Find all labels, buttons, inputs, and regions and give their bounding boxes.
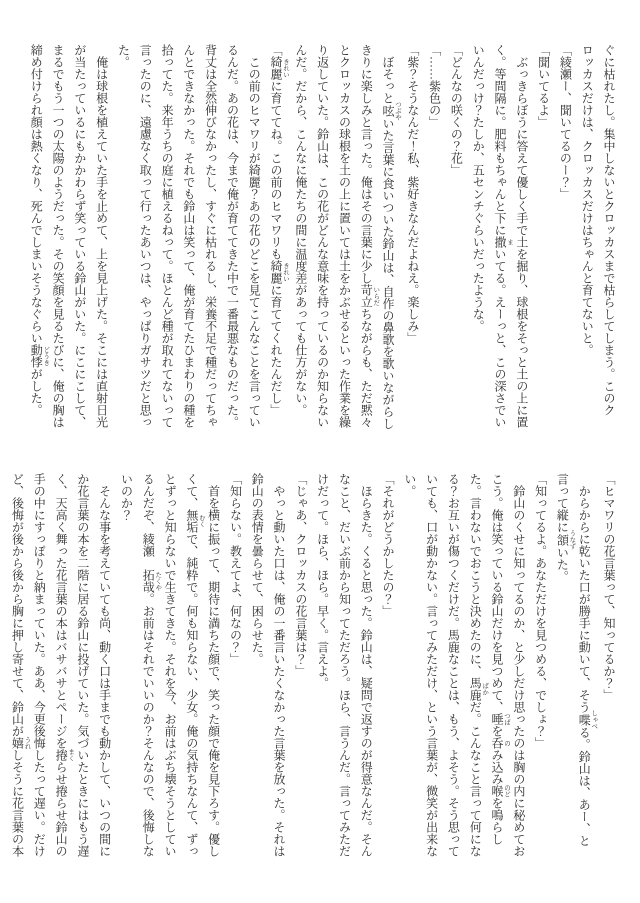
ruby-annotated-kanji: 喉 のど <box>490 784 511 798</box>
paragraph: 「知ってるよ。あなただけを見つめる、でしょ？」 <box>533 473 548 749</box>
ruby-annotated-kanji: 動悸 どうき <box>29 344 50 368</box>
ruby-annotated-kanji: 頷 うなず <box>555 530 576 550</box>
paragraph: 鈴山のくせに知ってるのか、と少しだけ思ったのは胸の内に秘めておこう。俺は笑っている鈴山だけを見つめて、唾 つばを呑 のみ込み喉 のどを鳴らした。言わないでおこうと決めたのに、馬鹿 ばかだ。こんなこと言って何になる？お互いが傷つくだけだ。馬鹿なことは、もう、よそう。そう思っていても、口が動かない。言ってみただけ、という言葉が、微笑が出来ない。 <box>402 473 526 857</box>
ruby-annotated-kanji: 嬉 うれ <box>10 736 31 750</box>
ruby-annotated-kanji: 撒 ま <box>493 236 514 248</box>
paragraph: 俺は球根を植えていた手を止めて、上を見上げた。そこには直射日光が当たっているにもかかわらず笑っている鈴山がいた。にこにこして、まるでもう一つの太陽のようだった。その笑顔を見るたびに、俺の胸は締め付けられ顔は熱くなり、死んでしまいそうなぐらい動悸 どうきがした。 <box>29 44 109 428</box>
ruby-annotated-kanji: 苛立 いらだ <box>359 284 380 308</box>
ruby-annotated-kanji: 捲 まく <box>54 748 75 762</box>
paragraph: 「綾瀬ー、聞いてるのー？」 <box>558 44 573 200</box>
ruby-annotated-kanji: 呟 つぶや <box>381 101 402 121</box>
paragraph: 「どんなの咲くの？花」 <box>449 44 464 176</box>
ruby-annotated-kanji: 馬鹿 ばか <box>468 677 489 701</box>
paragraph: 「……紫色の」 <box>427 44 442 128</box>
paragraph: やっと動いた口は、俺の一番言いたくなかった言葉を放った。それは鈴山の表情を曇らせて、困らせた。 <box>250 473 287 857</box>
paragraph: ぐに枯れたし。集中しないとクロッカスまで枯らしてしまう。このクロッカスだけは、クロッカスだけはちゃんと育てないと。 <box>580 44 616 416</box>
paragraph: ぶっきらぼうに答えて優しく手で土を掘り、球根をそっと土の上に置く。等間隔に。肥料もちゃんと下に撒 まいてる。えーっと、この深さでいいんだっけ？たしか、五センチぐらいだったような。 <box>471 44 529 428</box>
paragraph: 「ヒマワリの花言葉って、知ってるか？」 <box>602 473 616 701</box>
paragraph: 「綺麗 きれいに育ててね。この前のヒマワリも綺麗 きれいに育ててくれたんだし」 <box>269 44 290 416</box>
ruby-annotated-kanji: 無垢 むく <box>184 509 205 533</box>
paragraph: ほらきた。くると思った。鈴山は、疑問で返すのが得意なんだ。そんなこと、だいぶ前から知ってただろう。ほら、言うんだ。言ってみただけだって。ほら、ほら。早く。言えよ。 <box>315 473 374 857</box>
paragraph: からからに乾いた口が勝手に動いて、そう喋 しゃべる。鈴山は、あー、と言って縦に頷 うなずいた。 <box>555 473 598 847</box>
text-tier-lower <box>6 473 619 859</box>
ruby-annotated-kanji: 喋 しゃべ <box>577 710 598 730</box>
paragraph: この前のヒマワリが綺麗？あの花のどこを見てこんなことを言っているんだ。あの花は、今まで俺が育ててきた中で一番最悪なものだった。背丈は全然伸びなかったし、すぐに枯れるし、栄養不足で種だってちゃんとできなかった。それでも鈴山は笑って、俺が育てたひまわりの種を拾ってた。来年うちの庭に植えるねって。ほとんど種が取れてないって言ったのに、遠慮なく取って行ったあいつは、やっぱりガサツだと思った。 <box>116 44 262 428</box>
paragraph: 首を横に振って、期待に満ちた顔で、笑った顔で俺を見下ろす。優しくて、無垢 むくで、純粋で。何も知らない、少女。俺の気持ちなんて、ずっとずっと知らないで生きてきた。それを今、お前はぶち壊そうとしているんだぞ、綾瀬 拓哉 たくや。お前はそれでいいのか？そんなので、後悔しないのか？ <box>119 473 221 857</box>
ruby-annotated-kanji: 唾 つば <box>490 712 511 726</box>
paragraph: ぼそっと呟 つぶやいた言葉に食いついた鈴山は、自作の鼻歌を歌いながらしきりに楽しみと言った。俺はその言葉に少し苛立 いらだちながらも、ただ黙々とクロッカスの球根を土の上に置いては土をかぶせるといった作業を繰り返していた。鈴山は、この花がどんな意味を持っているのか知らないんだ。だから、こんなに俺たちの間に温度差があっても仕方がない。 <box>293 44 402 430</box>
paragraph: そんな事を考えていても尚、動く口は手までも動かして、いつの間にか花言葉の本を二階に居る鈴山に投げていた。気づいたときにはもう遅く、天高く舞った花言葉の本はバサバサとページを捲 まくらせ捲らせ鈴山の手の中にすっぽりと納まっていた。ああ、今更後悔したって遅い。だけど、後悔が後から後から胸に押し寄せて、鈴山が嬉 うれしそうに花言葉の本 <box>10 473 112 857</box>
text-tier-upper <box>24 44 619 430</box>
ruby-annotated-kanji: 拓哉 たくや <box>141 569 162 593</box>
paragraph: 「紫？そうなんだ！私、紫好きなんだよねえ。楽しみ」 <box>405 44 420 344</box>
paragraph: 「聞いてるよ」 <box>536 44 551 128</box>
ruby-annotated-kanji: 綺麗 きれい <box>269 260 290 284</box>
ruby-annotated-kanji: 綺麗 きれい <box>269 56 290 80</box>
ruby-annotated-kanji: 呑 の <box>490 737 511 749</box>
paragraph: 「じゃあ、クロッカスの花言葉は？」 <box>293 473 308 677</box>
paragraph: 「知らない。教えてよ、何なの？」 <box>228 473 243 665</box>
paragraph: 「それがどうかしたの？」 <box>381 473 396 617</box>
